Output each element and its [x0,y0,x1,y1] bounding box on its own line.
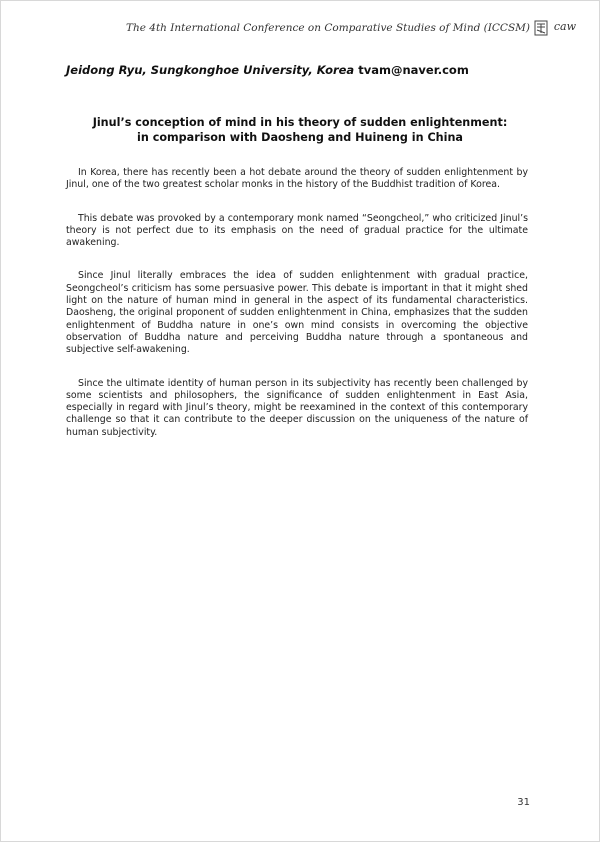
abstract-body [66,167,528,460]
running-header: The 4th International Conference on Comparative Studies of Mind (ICCSM) [125,22,530,34]
title-line-2: in comparison with Daosheng and Huineng in China [137,131,463,144]
author-affiliation: Jeidong Ryu, Sungkonghoe University, Korea [66,63,355,77]
author-line [66,63,546,77]
conference-logo-icon [534,20,548,36]
author-email[interactable]: tvam@naver.com [358,63,469,77]
paragraph: Since Jinul literally embraces the idea of sudden enlightenment with gradual practice, Seongcheol’s criticism has some persuasive power. This debate is important in that it might shed light on the nature of human mind in general in the aspect of its fundamental characteristics. Daosheng, the original proponent of sudden enlightenment in China, emphasizes that the sudden enlightenment of Buddha nature in one’s own mind consists in overcoming the objective observation of Buddha nature and perceiving Buddha nature through a spontaneous and subjective self-awakening. [66,270,528,356]
header-mark: caw [553,20,576,33]
paragraph: Since the ultimate identity of human person in its subjectivity has recently been challenged by some scientists and philosophers, the significance of sudden enlightenment in East Asia, especially in regard with Jinul’s theory, might be reexamined in the context of this contemporary challenge so that it can contribute to the deeper discussion on the uniqueness of the nature of human subjectivity. [66,377,528,438]
paragraph: This debate was provoked by a contemporary monk named “Seongcheol,” who criticized Jinul’s theory is not perfect due to its emphasis on the need of gradual practice for the ultimate awakening. [66,212,528,249]
paper-title [60,115,540,145]
title-line-1: Jinul’s conception of mind in his theory of sudden enlightenment: [92,116,508,129]
paragraph: In Korea, there has recently been a hot debate around the theory of sudden enlightenment by Jinul, one of the two greatest scholar monks in the history of the Buddhist tradition of Korea. [66,167,528,191]
page-number: 31 [517,797,530,808]
